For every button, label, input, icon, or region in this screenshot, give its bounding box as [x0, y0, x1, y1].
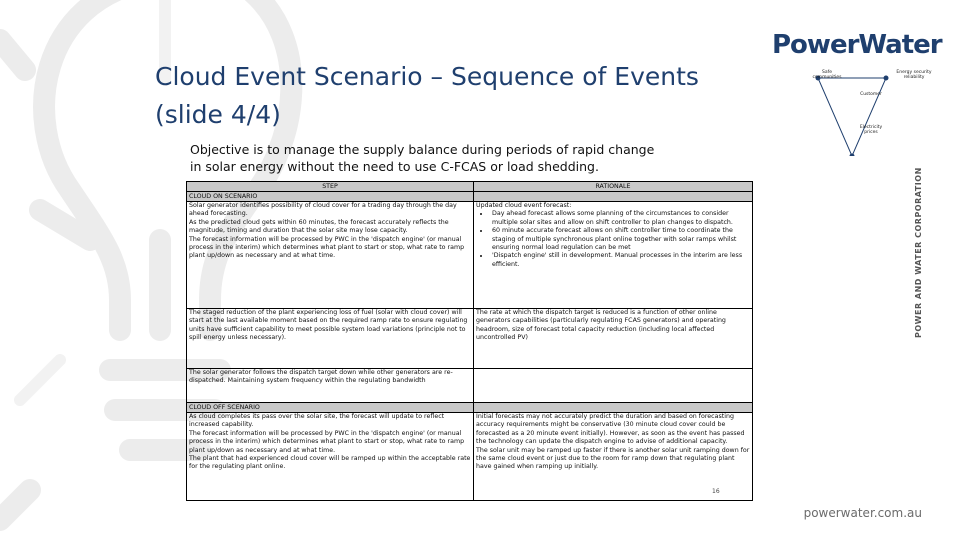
objective-text: [190, 141, 750, 175]
logo-brand: PowerWater: [772, 30, 942, 60]
row4-step-p2: The forecast information will be processed by PWC in the 'dispatch engine' (or manual process in the interim) which determines what plant to start or stop, what rate to ramp plant up/down as necessary and at what time.: [189, 429, 465, 454]
row2-step-cell: The staged reduction of the plant experiencing loss of fuel (solar with cloud cover) will start at the last available moment based on the required ramp rate to ensure regulating units have sufficient capability to meet possible system load variations (principle not to spill energy unless necessary).: [187, 309, 474, 369]
title-line-2: (slide 4/4): [155, 100, 281, 129]
row4-rationale-p2: The solar unit may be ramped up faster if there is another solar unit ramping down for the same cloud event or just due to the room for ramp down that regulating plant have gained when ramping up initially.: [476, 446, 750, 471]
slide-title: [155, 58, 775, 134]
row1-step-cell: [187, 202, 474, 309]
sequence-table: [186, 181, 753, 501]
table-row: [187, 202, 753, 309]
row4-rationale-cell: [474, 413, 753, 501]
section-cloud-off-blank: [474, 403, 753, 413]
tri-label-customer: Customer: [860, 92, 882, 97]
row4-rationale-p1: Initial forecasts may not accurately predict the duration and based on forecasting accuracy requirements might be conservative (30 minute cloud cover could be forecasted as a 20 minute event initially). However, as soon as the event has passed the technology can update the dispatch engine to advise of additional capacity.: [476, 413, 745, 446]
row1-rationale-list: [476, 210, 750, 269]
row3-rationale-cell: [474, 369, 753, 403]
row3-step-cell: The solar generator follows the dispatch target down while other generators are re-dispatched. Maintaining system frequency within the regulating bandwidth: [187, 369, 474, 403]
table-header-row: [187, 182, 753, 192]
table-row: [187, 369, 753, 403]
tri-label-safe: Safe communities: [812, 70, 842, 80]
row1-step-p1: Solar generator identifies possibility of cloud cover for a trading day through the day ahead forecasting.: [189, 202, 457, 218]
section-cloud-on-blank: [474, 192, 753, 202]
list-item: • Day ahead forecast allows some planning of the circumstances to consider multiple solar sites and allow on shift controller to plan changes to dispatch.: [490, 210, 750, 227]
row4-step-p3: The plant that had experienced cloud cover will be ramped up within the acceptable rate for the regulating plant online.: [189, 455, 471, 471]
header-step: STEP: [187, 182, 474, 192]
side-corporation-text: POWER AND WATER CORPORATION: [914, 167, 923, 338]
tri-label-energy: Energy security reliability: [896, 70, 932, 80]
section-cloud-off: CLOUD OFF SCENARIO: [187, 403, 474, 413]
objective-line-2: in solar energy without the need to use C-FCAS or load shedding.: [190, 159, 599, 174]
footer-url: powerwater.com.au: [803, 506, 922, 520]
row4-step-p1: As cloud completes its pass over the solar site, the forecast will update to reflect increased capability.: [189, 413, 445, 429]
section-cloud-on: CLOUD ON SCENARIO: [187, 192, 474, 202]
title-line-1: Cloud Event Scenario – Sequence of Events: [155, 62, 699, 91]
row1-step-p3: The forecast information will be processed by PWC in the 'dispatch engine' (or manual process in the interim) which determines what plant to start or stop, what rate to ramp plant up/down as necessary and at what time.: [189, 235, 465, 260]
tri-label-prices: Electricity prices: [859, 125, 883, 135]
row4-step-cell: [187, 413, 474, 501]
list-item: • 'Dispatch engine' still in development. Manual processes in the interim are less efficient.: [490, 252, 750, 269]
section-row-cloud-off: [187, 403, 753, 413]
row2-rationale-cell: The rate at which the dispatch target is reduced is a function of other online generators capabilities (particularly regulating FCAS generators) and operating headroom, size of forecast total capacity reduction (including local affected uncontrolled PV): [474, 309, 753, 369]
list-item: • 60 minute accurate forecast allows on shift controller time to coordinate the staging of multiple synchronous plant online together with solar ramps whilst ensuring normal load regulation can be met: [490, 227, 750, 252]
objective-line-1: Objective is to manage the supply balance during periods of rapid change: [190, 142, 655, 157]
page-number: 16: [712, 488, 720, 495]
row1-rationale-intro: Updated cloud event forecast:: [476, 202, 572, 209]
row1-step-p2: As the predicted cloud gets within 60 minutes, the forecast accurately reflects the magnitude, timing and duration that the solar site may lose capacity.: [189, 218, 449, 235]
section-row-cloud-on: [187, 192, 753, 202]
row1-rationale-cell: [474, 202, 753, 309]
header-rationale: RATIONALE: [474, 182, 753, 192]
table-row: [187, 413, 753, 501]
table-row: [187, 309, 753, 369]
